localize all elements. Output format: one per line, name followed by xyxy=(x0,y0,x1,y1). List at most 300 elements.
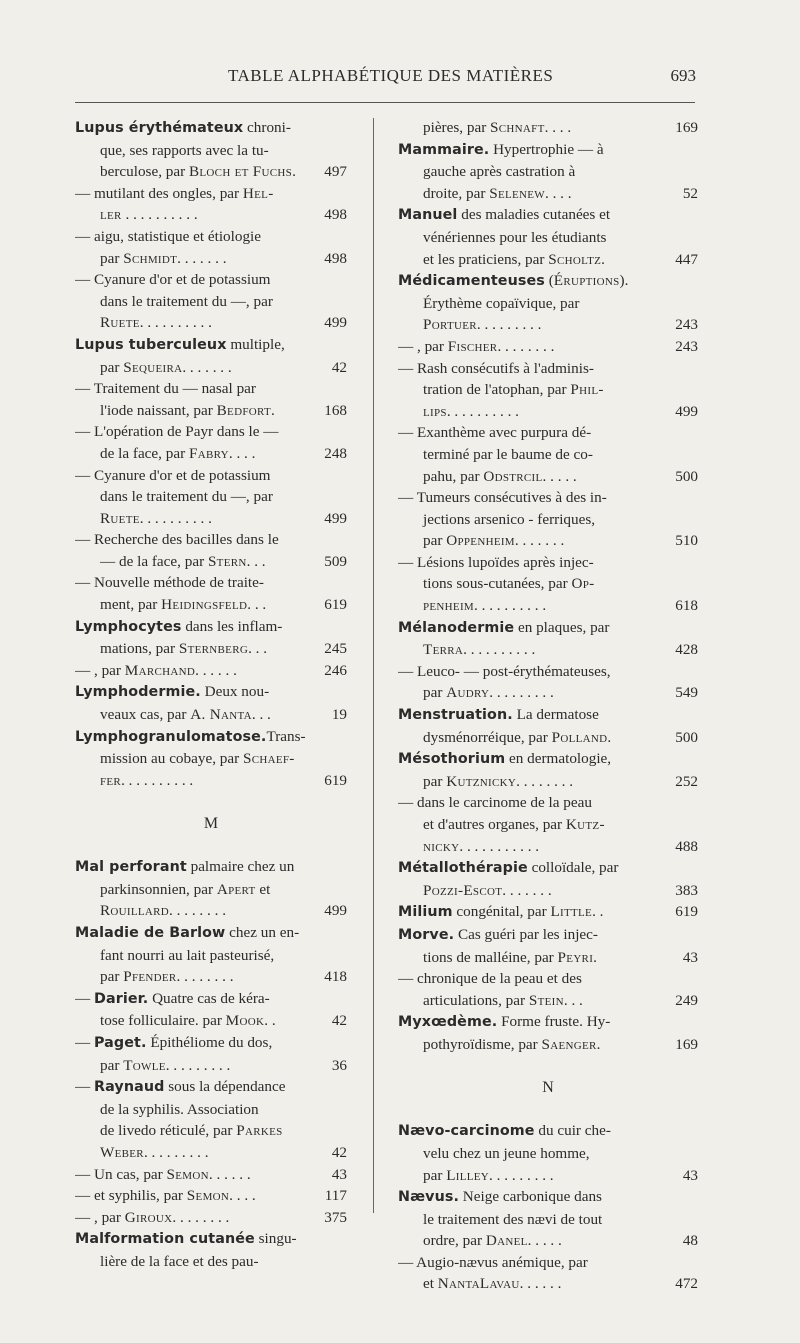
entry-text xyxy=(100,551,266,573)
index-entry xyxy=(75,616,347,660)
page-reference: 447 xyxy=(675,250,698,268)
page-reference: 245 xyxy=(324,640,347,658)
entry-line xyxy=(75,183,347,205)
entry-phrase: tose folliculaire. par xyxy=(100,1012,226,1030)
page-reference: 618 xyxy=(675,597,698,615)
index-entry xyxy=(75,572,347,615)
leader-dots: . . . xyxy=(247,596,267,614)
leader-dots: . . . . . . . . . xyxy=(476,316,542,334)
entry-phrase: pahu, par xyxy=(423,467,484,485)
entry-phrase: — , par xyxy=(75,661,125,679)
author-name: Terra xyxy=(423,641,464,659)
entry-phrase: Neige carbonique dans xyxy=(459,1188,602,1206)
entry-text xyxy=(398,1252,588,1274)
index-entry xyxy=(75,1185,347,1207)
author-name: Portuer xyxy=(423,316,477,334)
entry-phrase: — dans le carcinome de la peau xyxy=(398,794,592,812)
entry-line xyxy=(75,1076,347,1099)
index-entry xyxy=(75,1076,347,1163)
entry-headword: Médicamenteuses xyxy=(398,273,545,290)
entry-line xyxy=(75,616,347,639)
entry-text xyxy=(75,1185,256,1207)
entry-phrase: du cuir che- xyxy=(534,1122,611,1140)
index-entry xyxy=(398,487,698,552)
page-reference: 19 xyxy=(331,706,347,724)
entry-text xyxy=(100,1055,230,1077)
entry-headword: Mésothorium xyxy=(398,751,506,768)
leader-dots: . . . . . . . . xyxy=(169,902,226,920)
entry-line xyxy=(75,681,347,704)
entry-headword: Lymphogranulomatose. xyxy=(75,728,267,745)
entry-line xyxy=(398,1120,698,1143)
entry-line xyxy=(398,1143,698,1165)
entry-phrase: — xyxy=(75,989,94,1007)
page-reference: 499 xyxy=(324,314,347,332)
entry-line xyxy=(75,1099,347,1121)
author-name: Schnaft xyxy=(490,119,545,136)
entry-text xyxy=(423,401,519,423)
entry-text xyxy=(398,704,599,727)
index-entry xyxy=(75,1207,347,1229)
page-reference: 42 xyxy=(331,1143,347,1161)
page-reference: 619 xyxy=(324,771,347,789)
index-entry xyxy=(75,988,347,1032)
author-name: penheim xyxy=(423,597,474,615)
entry-phrase: droite, par xyxy=(423,184,490,202)
entry-phrase: ( xyxy=(544,272,554,290)
leader-dots: . . . . . . . . xyxy=(176,968,234,986)
page-reference: 498 xyxy=(324,206,347,224)
entry-line xyxy=(398,466,698,488)
index-entry xyxy=(75,421,347,464)
entry-line xyxy=(398,530,698,552)
entry-line xyxy=(75,1185,347,1207)
entry-line xyxy=(398,139,698,162)
index-entry xyxy=(398,270,698,336)
index-entry xyxy=(75,378,347,421)
leader-dots: . . . . . . . xyxy=(514,532,565,550)
section-spacer xyxy=(75,835,347,857)
entry-line xyxy=(398,924,698,947)
entry-line xyxy=(75,378,347,400)
entry-text xyxy=(423,1165,554,1187)
entry-line xyxy=(75,638,347,660)
entry-headword: Paget. xyxy=(93,1034,147,1051)
entry-text xyxy=(423,117,571,139)
entry-line xyxy=(398,792,698,814)
author-name: Scholtz. xyxy=(548,250,606,268)
page-reference: 169 xyxy=(675,119,698,136)
index-entry xyxy=(398,857,698,901)
entry-text xyxy=(423,771,573,793)
index-entry xyxy=(75,334,347,378)
entry-phrase: Trans- xyxy=(266,727,306,745)
index-entry xyxy=(75,269,347,334)
entry-line xyxy=(75,117,347,140)
entry-phrase: La dermatose xyxy=(512,706,599,724)
page-reference: 43 xyxy=(331,1165,347,1183)
entry-line xyxy=(75,486,347,508)
author-name: Little xyxy=(550,903,593,921)
entry-text xyxy=(423,444,593,466)
entry-text xyxy=(100,900,226,922)
entry-phrase: lière de la face et des pau- xyxy=(100,1252,259,1270)
entry-line xyxy=(398,358,698,380)
entry-phrase: Quatre cas de kéra- xyxy=(148,989,270,1007)
entry-line xyxy=(398,947,698,969)
entry-line xyxy=(398,1165,698,1187)
entry-line xyxy=(398,293,698,315)
entry-line xyxy=(398,1230,698,1252)
entry-text xyxy=(75,1076,286,1099)
page-reference: 52 xyxy=(682,184,698,202)
entry-line xyxy=(398,1252,698,1274)
entry-phrase: Deux nou- xyxy=(200,683,270,701)
entry-line xyxy=(398,552,698,574)
entry-text xyxy=(398,204,610,227)
entry-phrase: par xyxy=(100,358,124,376)
entry-text xyxy=(100,161,296,183)
leader-dots: . . . . . . . . xyxy=(516,772,574,790)
author-name: Semon xyxy=(166,1165,209,1183)
page-reference: 498 xyxy=(324,249,347,267)
entry-line xyxy=(398,1273,698,1295)
index-entry xyxy=(75,660,347,682)
author-name: Fischer xyxy=(447,337,498,355)
entry-headword: Lupus tuberculeux xyxy=(75,336,227,353)
entry-line xyxy=(75,1251,347,1273)
entry-line xyxy=(75,1010,347,1032)
entry-text xyxy=(100,1010,276,1032)
entry-text xyxy=(423,880,552,902)
entry-phrase: mations, par xyxy=(100,640,179,658)
entry-line xyxy=(398,379,698,401)
entry-text xyxy=(75,117,291,140)
entry-text xyxy=(75,378,256,400)
page-reference: 500 xyxy=(675,467,698,485)
section-spacer xyxy=(398,1056,698,1078)
author-name: Fabry xyxy=(188,444,229,462)
index-entry xyxy=(398,792,698,857)
entry-phrase: — Lésions lupoïdes après injec- xyxy=(398,553,594,571)
entry-phrase: — xyxy=(75,1033,94,1051)
entry-headword: Myxœdème. xyxy=(398,1014,498,1031)
entry-text xyxy=(423,727,612,749)
entry-phrase: — Tumeurs consécutives à des in- xyxy=(398,489,607,507)
author-name: Bedfort. xyxy=(216,401,276,419)
author-name: Rouillard xyxy=(100,902,170,920)
entry-text xyxy=(423,1209,602,1231)
entry-line xyxy=(75,966,347,988)
index-entry xyxy=(398,139,698,205)
entry-headword: Raynaud xyxy=(93,1079,165,1096)
page-reference: 168 xyxy=(324,401,347,419)
author-name: Heidingsfeld xyxy=(161,596,248,614)
entry-phrase: Forme fruste. Hy- xyxy=(497,1013,611,1031)
page-reference: 499 xyxy=(324,509,347,527)
entry-line xyxy=(75,1120,347,1142)
entry-phrase: — Exanthème avec purpura dé- xyxy=(398,424,592,442)
entry-phrase: par xyxy=(423,532,447,550)
author-name: Semon xyxy=(186,1187,230,1205)
page-reference: 418 xyxy=(324,968,347,986)
index-entry xyxy=(75,1164,347,1186)
author-name: nicky xyxy=(423,837,460,855)
entry-line xyxy=(75,1032,347,1055)
leader-dots: . . . xyxy=(248,640,268,658)
entry-phrase: Hypertrophie — à xyxy=(489,140,604,158)
entry-line xyxy=(398,117,698,139)
entry-line xyxy=(398,270,698,293)
author-name: Peyri xyxy=(557,948,594,966)
entry-text xyxy=(423,509,595,531)
entry-text xyxy=(423,595,546,617)
entry-text xyxy=(398,901,603,924)
author-name: Apert xyxy=(216,880,256,898)
entry-phrase: dans le traitement du —, par xyxy=(100,488,273,506)
entry-phrase: Cas guéri par les injec- xyxy=(454,925,598,943)
page-reference: 499 xyxy=(324,902,347,920)
entry-phrase: dans les inflam- xyxy=(181,617,283,635)
entry-text xyxy=(100,1099,259,1121)
entry-headword: Mammaire. xyxy=(398,141,490,158)
entry-text xyxy=(100,770,193,792)
entry-line xyxy=(398,661,698,683)
entry-phrase: — Traitement du — nasal par xyxy=(75,380,256,398)
entry-headword: Maladie de Barlow xyxy=(75,924,226,941)
index-entry xyxy=(398,968,698,1011)
page-reference: 249 xyxy=(675,991,698,1009)
entry-line xyxy=(398,183,698,205)
page-reference: 428 xyxy=(675,641,698,659)
index-entry xyxy=(398,704,698,748)
entry-line xyxy=(75,900,347,922)
entry-phrase: tions de malléine, par xyxy=(423,948,558,966)
entry-text xyxy=(100,945,274,967)
author-name: Schmidt xyxy=(123,249,178,267)
entry-text xyxy=(423,314,541,336)
entry-phrase: — Nouvelle méthode de traite- xyxy=(75,574,264,592)
entry-text xyxy=(423,836,539,858)
author-name: Éruptions xyxy=(553,272,620,290)
entry-line xyxy=(398,1034,698,1056)
entry-line xyxy=(398,401,698,423)
leader-dots: . . . . . . . . . . . xyxy=(459,837,540,855)
entry-text xyxy=(423,682,554,704)
entry-text xyxy=(398,487,607,509)
leader-dots: . . . . xyxy=(228,444,256,462)
entry-phrase: et les praticiens, par xyxy=(423,250,549,268)
entry-text xyxy=(75,1032,272,1055)
entry-line xyxy=(398,1209,698,1231)
author-name: Sequeira xyxy=(123,358,183,376)
entry-phrase: ordre, par xyxy=(423,1232,486,1250)
entry-phrase: — aigu, statistique et étiologie xyxy=(75,227,262,245)
entry-line xyxy=(398,968,698,990)
entry-line xyxy=(75,1207,347,1229)
leader-dots: . . . xyxy=(563,991,583,1009)
entry-phrase: — Recherche des bacilles dans le xyxy=(75,531,279,549)
entry-line xyxy=(75,704,347,726)
entry-line xyxy=(75,291,347,313)
entry-text xyxy=(75,856,294,879)
entry-phrase: velu chez un jeune homme, xyxy=(423,1144,590,1162)
entry-text xyxy=(423,466,577,488)
entry-line xyxy=(398,990,698,1012)
index-entry xyxy=(75,681,347,725)
author-name: Stern xyxy=(207,552,247,570)
author-name: Selenew xyxy=(489,184,545,202)
entry-headword: Darier. xyxy=(93,990,149,1007)
index-entry xyxy=(398,1011,698,1055)
entry-phrase: — et syphilis, par xyxy=(75,1187,187,1205)
entry-line xyxy=(398,336,698,358)
index-entry xyxy=(398,1120,698,1186)
entry-line xyxy=(398,249,698,271)
entry-phrase: — L'opération de Payr dans le — xyxy=(75,423,279,441)
entry-line xyxy=(398,704,698,727)
entry-headword: Nævo-carcinome xyxy=(398,1123,535,1140)
entry-phrase: de la face, par xyxy=(100,444,189,462)
leader-dots: . . . . . . . . xyxy=(497,337,555,355)
entry-line xyxy=(398,204,698,227)
entry-line xyxy=(398,748,698,771)
author-name: fer xyxy=(100,771,122,789)
entry-text xyxy=(75,572,264,594)
entry-phrase: l'iode naissant, par xyxy=(100,401,217,419)
leader-dots: . . . . . . . . . xyxy=(143,1143,209,1161)
entry-phrase: mission au cobaye, par xyxy=(100,750,243,768)
entry-phrase: par xyxy=(423,1166,447,1184)
entry-line xyxy=(75,226,347,248)
index-entry xyxy=(75,465,347,530)
author-name: Kutz- xyxy=(565,816,605,833)
entry-text xyxy=(75,1164,251,1186)
author-name: Ruete xyxy=(100,314,140,332)
entry-line xyxy=(75,421,347,443)
entry-text xyxy=(100,312,212,334)
index-entry xyxy=(398,204,698,270)
author-name: Weber xyxy=(100,1143,144,1161)
entry-headword: Manuel xyxy=(398,207,458,224)
entry-line xyxy=(75,312,347,334)
entry-phrase: parkinsonnien, par xyxy=(100,880,217,898)
entry-headword: Malformation cutanée xyxy=(75,1231,255,1248)
entry-phrase: vénériennes pour les étudiants xyxy=(423,228,607,246)
index-entry xyxy=(398,924,698,968)
entry-phrase: ). xyxy=(619,272,629,290)
entry-phrase: berculose, par xyxy=(100,163,189,181)
entry-phrase: pières, par xyxy=(423,119,491,136)
page-reference: 619 xyxy=(675,903,698,921)
entry-phrase: terminé par le baume de co- xyxy=(423,445,593,463)
index-entry xyxy=(398,901,698,924)
author-name: Audry xyxy=(446,684,490,702)
entry-headword: Lymphocytes xyxy=(75,618,182,635)
entry-text xyxy=(398,552,594,574)
page-reference: 246 xyxy=(324,661,347,679)
index-entry xyxy=(75,1228,347,1272)
entry-text xyxy=(100,443,255,465)
entry-text xyxy=(423,1230,562,1252)
entry-text xyxy=(75,226,261,248)
entry-line xyxy=(398,161,698,183)
entry-line xyxy=(75,465,347,487)
index-entry xyxy=(398,422,698,487)
entry-text xyxy=(100,1142,209,1164)
entry-text xyxy=(100,1251,259,1273)
entry-text xyxy=(423,293,579,315)
entry-phrase: — Cyanure d'or et de potassium xyxy=(75,466,271,484)
index-entry xyxy=(75,726,347,792)
entry-text xyxy=(75,660,237,682)
author-name: Nanta xyxy=(437,1275,480,1293)
author-name: Saenger. xyxy=(541,1035,601,1053)
entry-phrase: — mutilant des ongles, par xyxy=(75,184,243,202)
page-reference: 252 xyxy=(675,772,698,790)
author-name: Giroux xyxy=(124,1208,173,1226)
entry-text xyxy=(75,529,279,551)
index-entry xyxy=(398,336,698,358)
entry-headword: Menstruation. xyxy=(398,707,513,724)
entry-text xyxy=(100,1120,283,1142)
entry-phrase: — Leuco- — post-érythémateuses, xyxy=(398,662,611,680)
leader-dots: . . . . . . . . . xyxy=(489,1166,554,1184)
entry-line xyxy=(398,814,698,836)
entry-headword: Milium xyxy=(398,904,453,921)
entry-line xyxy=(75,443,347,465)
entry-text xyxy=(398,617,609,640)
entry-line xyxy=(75,357,347,379)
page-reference: 549 xyxy=(675,684,698,702)
section-letter: N xyxy=(542,1079,554,1097)
author-name: Towle xyxy=(123,1056,166,1074)
section-spacer xyxy=(398,1099,698,1121)
entry-phrase: et d'autres organes, par xyxy=(423,816,566,833)
entry-phrase: que, ses rapports avec la tu- xyxy=(100,141,269,159)
author-name: Marchand xyxy=(124,661,196,679)
entry-phrase: par xyxy=(423,684,447,702)
entry-text xyxy=(398,358,594,380)
author-name: Danel xyxy=(485,1232,528,1250)
page-reference: 43 xyxy=(682,1166,698,1184)
entry-text xyxy=(423,639,535,661)
entry-phrase: chez un en- xyxy=(225,923,300,941)
leader-dots: . . . . . . xyxy=(195,661,237,679)
entry-phrase: sous la dépendance xyxy=(164,1078,286,1096)
leader-dots: . . . . . . . . xyxy=(172,1208,230,1226)
entry-headword: Lymphodermie. xyxy=(75,684,201,701)
entry-headword: Lupus érythémateux xyxy=(75,120,244,136)
index-entry xyxy=(75,1032,347,1076)
entry-line xyxy=(398,901,698,924)
entry-text xyxy=(423,379,604,401)
entry-text xyxy=(100,508,212,530)
author-name: Sternberg xyxy=(178,640,249,658)
entry-phrase: dans le traitement du —, par xyxy=(100,292,273,310)
entry-phrase: par xyxy=(423,772,447,790)
author-name: Odstrcil xyxy=(483,467,543,485)
entry-text xyxy=(423,990,583,1012)
page-reference: 43 xyxy=(682,948,698,966)
entry-phrase: Érythème copaïvique, par xyxy=(423,294,580,312)
entry-line xyxy=(398,227,698,249)
entry-text xyxy=(75,183,274,205)
entry-line xyxy=(398,617,698,640)
leader-dots: . . . . . . . . . . xyxy=(446,402,519,420)
author-name: Kutznicky xyxy=(446,772,517,790)
author-name: Lilley xyxy=(446,1166,490,1184)
